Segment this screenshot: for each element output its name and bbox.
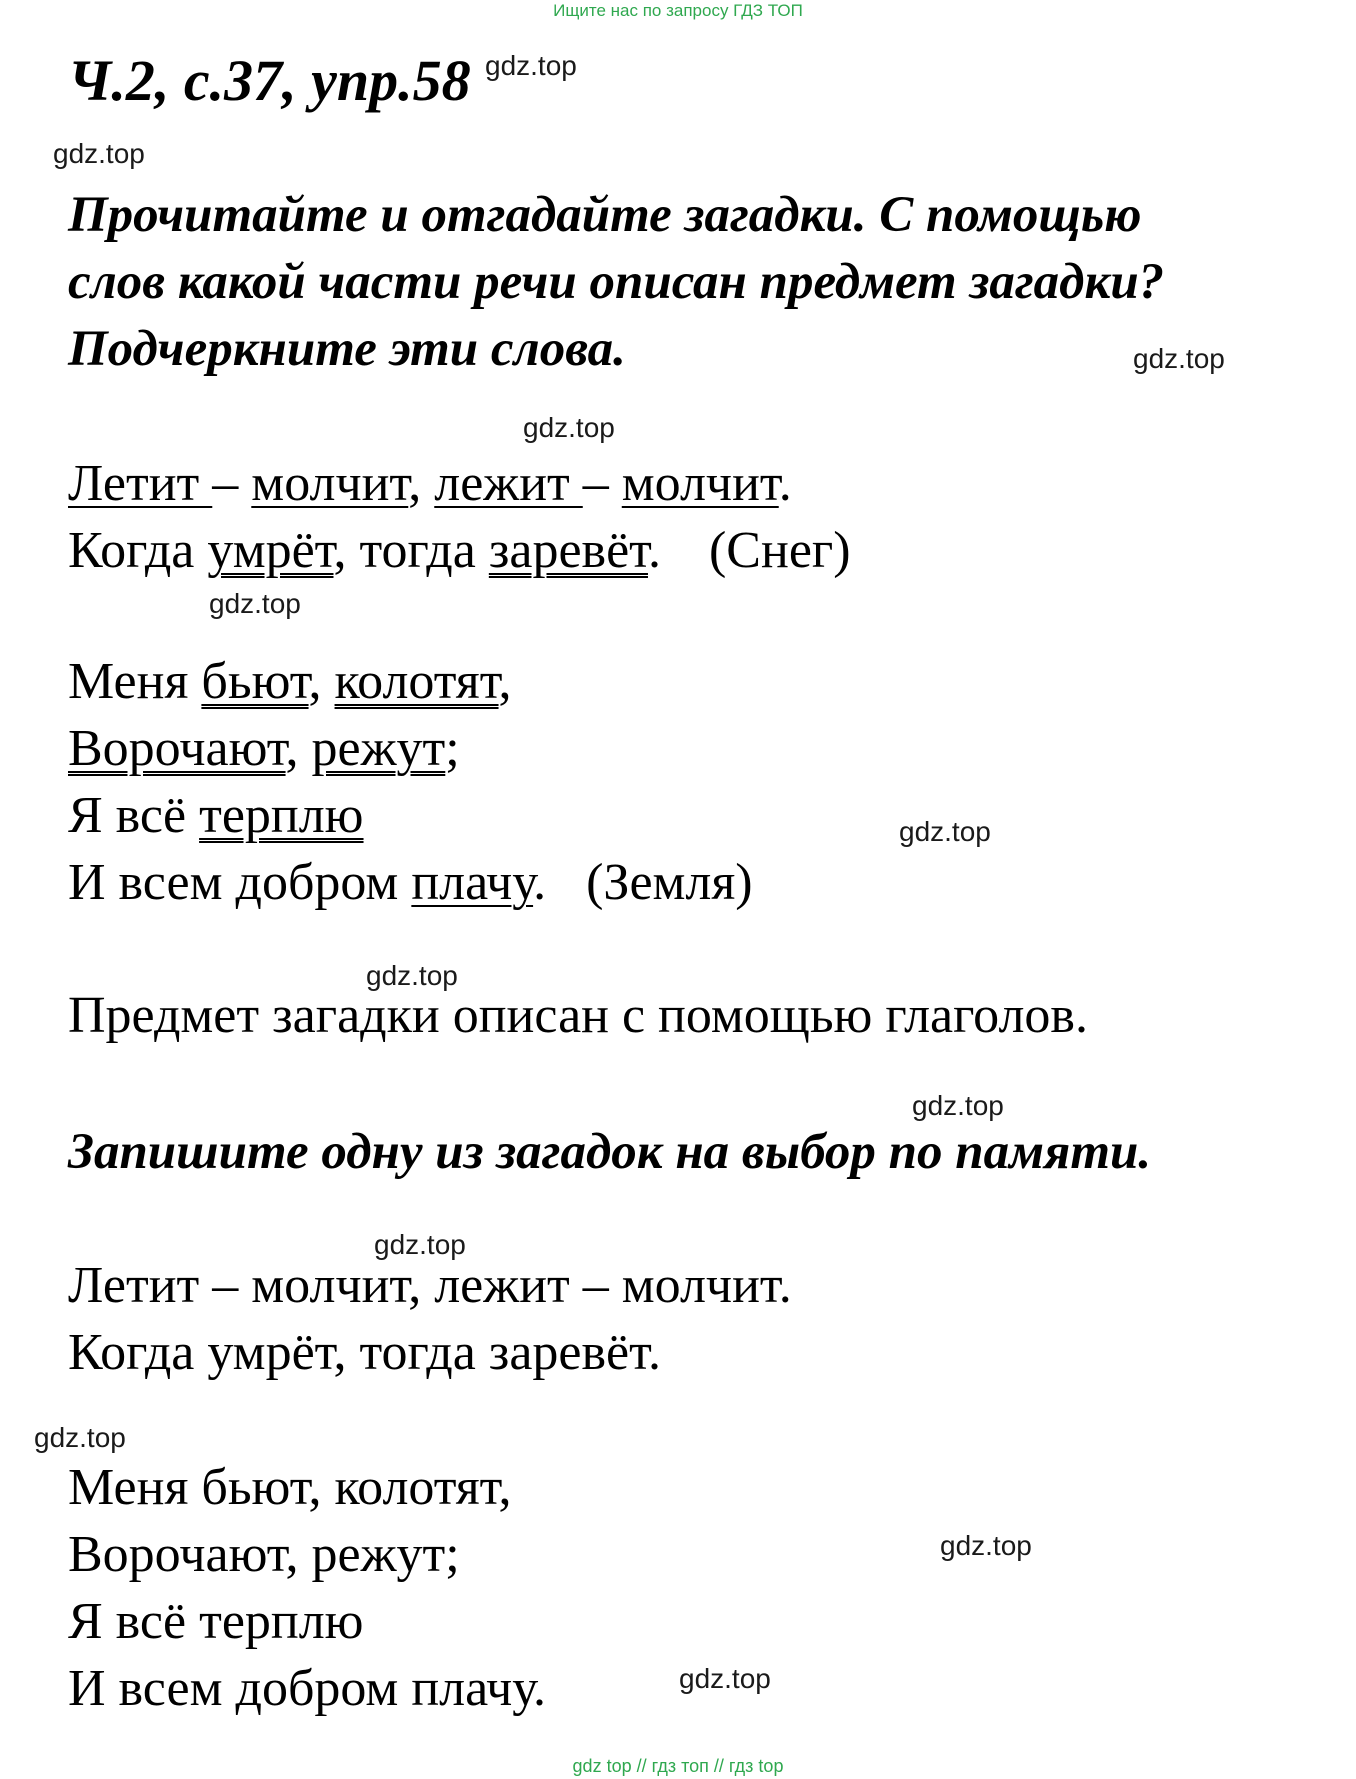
task-instruction-2: Запишите одну из загадок на выбор по памяти. (68, 1124, 1152, 1180)
riddle1-line-1 (68, 455, 792, 512)
watermark: gdz.top (1133, 343, 1225, 374)
riddle2-line-4 (68, 854, 753, 911)
verb-underlined: молчит (251, 455, 409, 512)
watermark: gdz.top (679, 1663, 771, 1694)
verb-underlined: Ворочают (68, 720, 286, 777)
plain-text: Я всё (68, 787, 200, 844)
riddle-answer: (Снег) (708, 522, 851, 579)
task1-line-3: Подчеркните эти слова. (68, 321, 626, 377)
watermark: gdz.top (940, 1530, 1032, 1561)
punct: ; (445, 720, 460, 777)
punct: . (778, 455, 792, 512)
top-banner: Ищите нас по запросу ГДЗ ТОП (553, 1, 803, 20)
task1-line-1: Прочитайте и отгадайте загадки. С помощью (68, 187, 1142, 243)
watermark: gdz.top (374, 1229, 466, 1260)
riddle1-line-2 (68, 522, 851, 579)
verb-underlined: терплю (199, 787, 364, 844)
plain-text: , тогда (333, 522, 489, 579)
punct: , (308, 653, 335, 710)
watermark: gdz.top (485, 50, 577, 81)
punct: – (582, 455, 622, 512)
copy-line-1: Летит – молчит, лежит – молчит. (68, 1257, 792, 1314)
copy-line-6: И всем добром плачу. (68, 1660, 547, 1717)
verb-underlined: молчит (621, 455, 779, 512)
verb-underlined: лежит (434, 455, 583, 512)
riddle2-line-2 (68, 720, 460, 777)
task1-line-2: слов какой части речи описан предмет загадки? (68, 254, 1165, 310)
exercise-heading: Ч.2, с.37, упр.58 (68, 48, 471, 113)
riddle2-line-1 (68, 653, 512, 710)
punct: , (408, 455, 435, 512)
plain-text: И всем добром (68, 854, 412, 911)
conclusion: Предмет загадки описан с помощью глаголов. (68, 987, 1088, 1044)
watermark: gdz.top (899, 816, 991, 847)
riddle2-line-3 (68, 787, 364, 844)
task-instruction-1 (68, 182, 1164, 383)
verb-underlined: заревёт (488, 522, 648, 579)
copy-line-4: Ворочают, режут; (68, 1526, 460, 1583)
verb-underlined: умрёт (207, 522, 334, 579)
watermark: gdz.top (53, 138, 145, 169)
punct: , (285, 720, 312, 777)
watermark: gdz.top (209, 588, 301, 619)
punct: . (533, 854, 547, 911)
plain-text: Меня (68, 653, 202, 710)
watermark: gdz.top (912, 1090, 1004, 1121)
watermark: gdz.top (366, 960, 458, 991)
verb-underlined: колотят (334, 653, 499, 710)
punct: , (498, 653, 512, 710)
copy-line-3: Меня бьют, колотят, (68, 1459, 512, 1516)
copy-line-2: Когда умрёт, тогда заревёт. (68, 1324, 661, 1381)
watermark: gdz.top (523, 412, 615, 443)
riddle-answer: (Земля) (586, 854, 753, 911)
punct: – (212, 455, 252, 512)
bottom-banner: gdz top // гдз топ // гдз top (572, 1756, 784, 1776)
punct: . (647, 522, 661, 579)
plain-text: Когда (68, 522, 208, 579)
verb-underlined: режут (311, 720, 446, 777)
verb-underlined: плачу (411, 854, 534, 911)
copy-line-5: Я всё терплю (68, 1593, 364, 1650)
verb-underlined: бьют (201, 653, 309, 710)
watermark: gdz.top (34, 1422, 126, 1453)
verb-underlined: Летит (68, 455, 213, 512)
